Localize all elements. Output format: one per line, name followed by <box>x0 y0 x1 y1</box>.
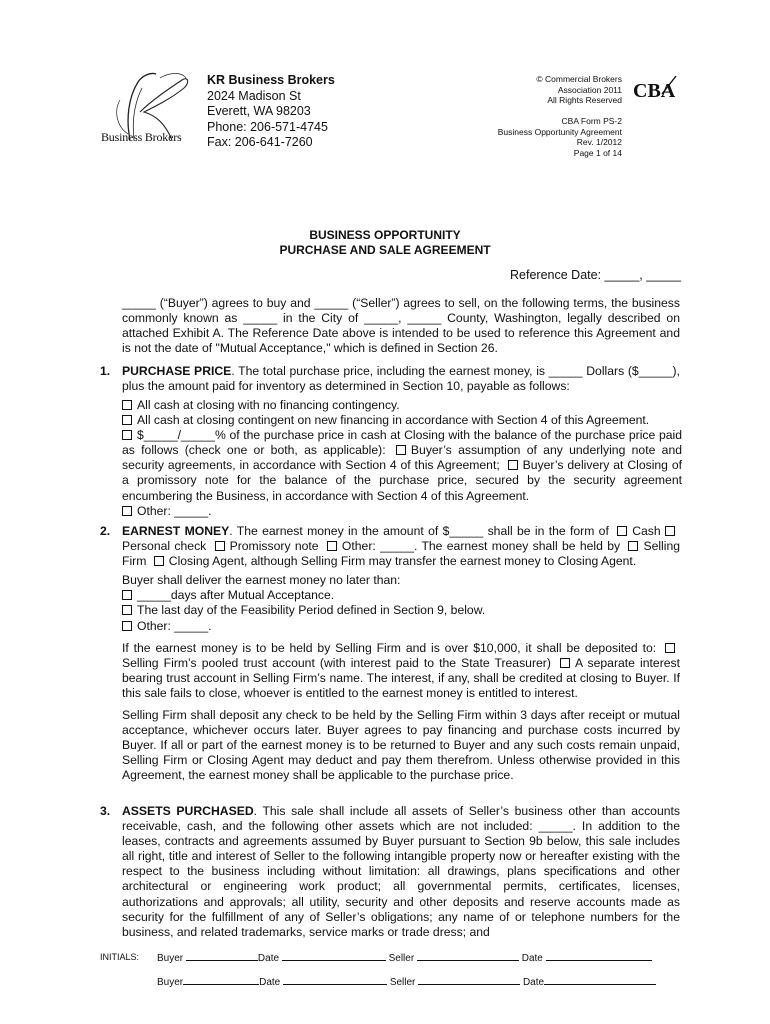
title-line2: PURCHASE AND SALE AGREEMENT <box>279 243 491 257</box>
checkbox-personal-check[interactable] <box>665 526 675 536</box>
date-label-4: Date <box>522 977 545 988</box>
section-3 <box>122 804 680 940</box>
closing-agent-label: Closing Agent, although Selling Firm may transfer the earnest money to Closing Agent. <box>168 554 637 569</box>
checkbox-held-by-selling-firm[interactable] <box>628 541 638 551</box>
section-2-text: . The earnest money in the amount of $_____ shall be in the form of <box>229 524 609 538</box>
deposit-paragraph <box>122 641 680 701</box>
option-partial-cash-label: $_____/_____% of the purchase price in cash at Closing with the balance of the purchase price paid as follows (check one or both, as applicable): <box>122 428 682 458</box>
copyright-line: © Commercial Brokers <box>536 74 622 84</box>
checkbox-other-price[interactable] <box>122 506 132 516</box>
cba-logo-text: CBA <box>633 80 676 102</box>
checkbox-feasibility[interactable] <box>122 605 132 615</box>
broker-address-line2: Everett, WA 98203 <box>207 104 311 118</box>
option-all-cash <box>122 398 682 413</box>
seller-date-field-2[interactable] <box>544 975 656 985</box>
checkbox-promissory-delivery[interactable] <box>508 460 518 470</box>
date-label-2: Date <box>521 953 543 964</box>
form-revision: Rev. 1/2012 <box>576 137 622 147</box>
option-assumption-label: Buyer’s assumption of any underlying note and security agreements, in accordance with Section 4 of this Agreement; <box>122 443 683 473</box>
copyright-block <box>536 74 622 106</box>
form-title: Business Opportunity Agreement <box>497 126 622 137</box>
option-all-cash-label: All cash at closing with no financing contingency. <box>137 398 400 412</box>
broker-phone: Phone: 206-571-4745 <box>207 119 328 134</box>
checkbox-partial-cash[interactable] <box>122 430 132 440</box>
initials-label: INITIALS: <box>100 952 140 962</box>
checkbox-pooled-trust[interactable] <box>665 643 675 653</box>
option-partial-cash <box>122 428 682 503</box>
option-promissory-label: Buyer’s delivery at Closing of a promissory note for the balance of the purchase price, secured by the security agreement encumbering the Business, in accordance with Section 4 of this Agreement. <box>122 458 683 503</box>
rights-line: All Rights Reserved <box>547 95 622 105</box>
cash-label: Cash <box>632 524 661 538</box>
checkbox-separate-trust[interactable] <box>560 658 570 668</box>
logo-caption: Business Brokers <box>101 130 182 144</box>
checkbox-other-form[interactable] <box>327 541 337 551</box>
initials-row-1 <box>157 951 652 964</box>
seller-initials-field-2[interactable] <box>418 975 520 985</box>
seller-date-field-1[interactable] <box>546 951 652 961</box>
checkbox-promissory-note[interactable] <box>215 541 225 551</box>
deliver-option-days <box>122 588 680 603</box>
cba-logo-icon <box>632 72 680 102</box>
option-other-label: Other: _____. <box>137 503 212 518</box>
broker-fax: Fax: 206-641-7260 <box>207 135 313 149</box>
deliver-option-other <box>122 619 680 634</box>
seller-label-1: Seller <box>388 953 415 964</box>
checkbox-financing[interactable] <box>122 415 132 425</box>
section-3-text: . This sale shall include all assets of Seller’s business other than accounts receivable, cash, and the following other assets which are not included: _____. In addition to the leases, contracts and agreements assumed by Buyer pursuant to Section 9b below, this sale includes all right, title and interest of Seller to the following intangible property now or hereafter existing with the respect to the business including without limitation: all drawings, plans specifications and other architectural or engineering work product; all governmental permits, certificates, licenses, authorizations and approvals; all utility, security and other deposits and reserve accounts made as security for the fulfillment of any of Seller’s obligations; any name of or telephone numbers for the business, and related trademarks, service marks or trade dress; and <box>122 804 680 939</box>
checkbox-assumption[interactable] <box>396 445 406 455</box>
deliver-other-label: Other: _____. <box>137 618 212 633</box>
section-1 <box>122 364 680 394</box>
seller-initials-field-1[interactable] <box>417 951 519 961</box>
checkbox-all-cash[interactable] <box>122 400 132 410</box>
section-2-heading: EARNEST MONEY <box>122 524 230 538</box>
section-2-form <box>122 524 680 569</box>
checkbox-cash[interactable] <box>617 526 627 536</box>
pooled-trust-label: Selling Firm’s pooled trust account (with interest paid to the State Treasurer) <box>122 655 551 670</box>
broker-name: KR Business Brokers <box>207 73 335 87</box>
checkbox-closing-agent[interactable] <box>154 556 164 566</box>
deliver-days-label: _____days after Mutual Acceptance. <box>137 588 335 603</box>
deposit-text-a: If the earnest money is to be held by Selling Firm and is over $10,000, it shall be deposited to: <box>122 640 657 655</box>
separate-trust-label: A separate interest bearing trust account in Selling Firm’s name. The interest, if any, shall be credited at closing to Buyer. If this sale fails to close, whoever is entitled to the earnest money is entitled to interest. <box>122 655 681 700</box>
selling-firm-label: Selling Firm <box>122 539 681 569</box>
intro-text: _____ (“Buyer”) agrees to buy and _____ (“Seller”) agrees to sell, on the following terms, the business commonly known as _____ in the City of _____, _____ County, Washington, legally described on attached Exhibit A. The Reference Date above is intended to be used to reference this Agreement and is not the date of "Mutual Acceptance," which is defined in Section 26. <box>122 296 680 356</box>
intro-paragraph <box>122 296 680 356</box>
date-label-3: Date <box>259 977 281 988</box>
section-1-number: 1. <box>100 364 111 378</box>
date-label-1: Date <box>257 953 280 964</box>
section-2-number: 2. <box>100 524 111 538</box>
section-1-intro <box>122 364 680 394</box>
section-3-paragraph <box>122 804 680 940</box>
personal-check-label: Personal check <box>122 539 207 554</box>
option-other <box>122 504 682 519</box>
section-1-options <box>122 398 682 519</box>
promissory-note-label: Promissory note <box>229 539 319 554</box>
section-3-number: 3. <box>100 804 111 818</box>
deliver-intro: Buyer shall deliver the earnest money no later than: <box>122 573 401 588</box>
broker-address-line1: 2024 Madison St <box>207 88 301 103</box>
buyer-label-2: Buyer <box>157 977 184 988</box>
other-form-label: Other: _____. The earnest money shall be held by <box>341 539 621 554</box>
title-line1: BUSINESS OPPORTUNITY <box>309 228 461 242</box>
document-title <box>0 228 770 258</box>
section-2 <box>122 524 680 784</box>
page-number: Page 1 of 14 <box>573 147 622 158</box>
form-info-block <box>498 116 622 158</box>
initials-row-2 <box>157 975 656 988</box>
section-1-heading: PURCHASE PRICE <box>122 364 232 378</box>
section-3-heading: ASSETS PURCHASED <box>122 804 254 818</box>
option-financing-label: All cash at closing contingent on new financing in accordance with Section 4 of this Agreement. <box>137 413 650 428</box>
checkbox-deliver-other[interactable] <box>122 621 132 631</box>
checkbox-days-after[interactable] <box>122 590 132 600</box>
buyer-label-1: Buyer <box>157 953 184 964</box>
seller-label-2: Seller <box>389 977 416 988</box>
option-financing <box>122 413 682 428</box>
selling-firm-deposit-paragraph: Selling Firm shall deposit any check to be held by the Selling Firm within 3 days after receipt or mutual acceptance, whichever occurs later. Buyer agrees to pay financing and purchase costs incurred by Buyer. If all or part of the earnest money is to be returned to Buyer and any such costs remain unpaid, Selling Firm or Closing Agent may deduct and pay them therefrom. Unless otherwise provided in this Agreement, the earnest money shall be applicable to the purchase price. <box>122 708 680 783</box>
buyer-initials-field-1[interactable] <box>186 951 258 961</box>
buyer-date-field-1[interactable] <box>282 951 386 961</box>
deliver-feasibility-label: The last day of the Feasibility Period defined in Section 9, below. <box>137 603 486 618</box>
deliver-option-feasibility <box>122 603 680 618</box>
buyer-date-field-2[interactable] <box>283 975 387 985</box>
association-line: Association 2011 <box>557 84 622 95</box>
broker-contact-block <box>207 73 335 151</box>
reference-date[interactable]: Reference Date: _____, _____ <box>510 268 681 282</box>
form-name: CBA Form PS-2 <box>561 116 622 126</box>
buyer-initials-field-2[interactable] <box>183 975 259 985</box>
section-1-text: . The total purchase price, including the earnest money, is _____ Dollars ($_____), plus the amount paid for inventory as determined in Section 10, payable as follows: <box>122 364 680 394</box>
